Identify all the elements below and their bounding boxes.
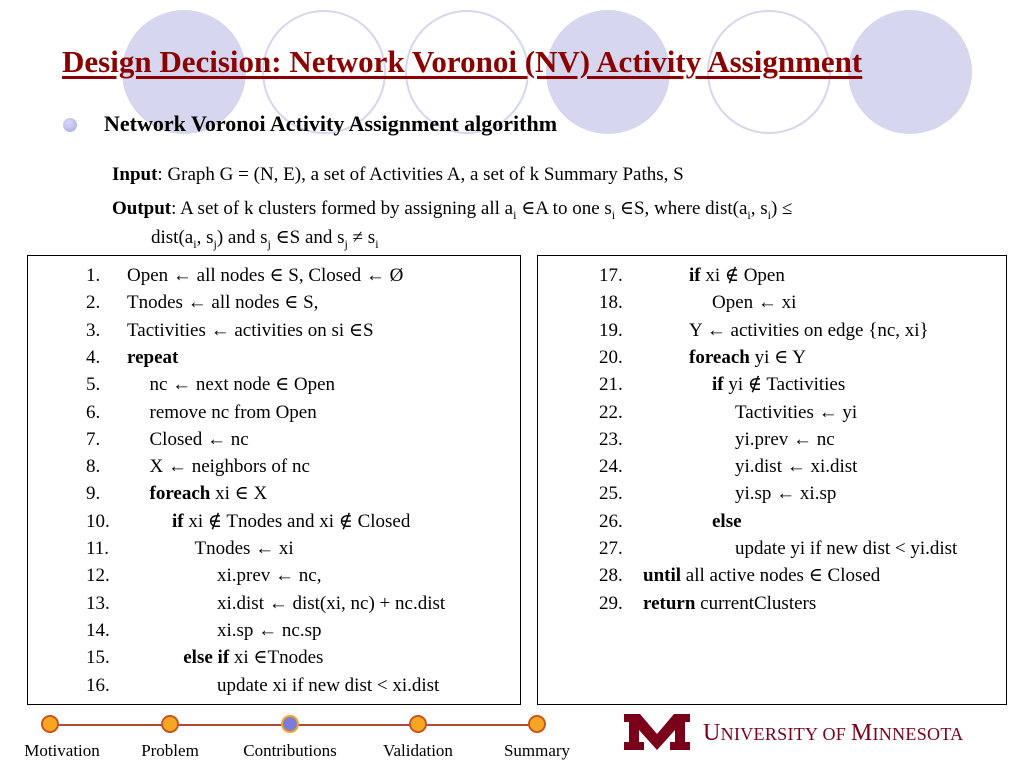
subscript: j bbox=[344, 236, 348, 251]
keyword: repeat bbox=[127, 346, 179, 368]
line-number: 23. bbox=[599, 428, 623, 450]
line-number: 18. bbox=[599, 292, 623, 314]
line-code bbox=[217, 620, 322, 642]
keyword: else if bbox=[183, 647, 230, 669]
code-text: nc ← next node ∈ Open bbox=[149, 374, 336, 396]
algorithm-box-right bbox=[537, 255, 1007, 705]
code-text: xi.prev ← nc, bbox=[217, 565, 322, 587]
subscript: i bbox=[611, 207, 616, 222]
algorithm-line bbox=[538, 292, 1006, 314]
algorithm-line bbox=[28, 320, 520, 342]
text-fragment: ∈S and s bbox=[270, 227, 345, 248]
line-code bbox=[735, 456, 857, 478]
algorithm-line bbox=[538, 538, 1006, 560]
line-number: 9. bbox=[86, 483, 101, 505]
subscript: i bbox=[767, 207, 771, 222]
line-number: 5. bbox=[86, 374, 101, 396]
text-fragment: ∈S, where dist(a bbox=[615, 198, 748, 219]
code-text: Closed ← nc bbox=[149, 428, 249, 450]
nav-item-problem[interactable]: Problem bbox=[141, 741, 199, 760]
line-number: 17. bbox=[599, 265, 623, 286]
line-code bbox=[127, 265, 403, 287]
university-name bbox=[703, 720, 963, 747]
university-m-logo-icon bbox=[622, 710, 692, 754]
subscript: j bbox=[267, 236, 271, 251]
subscript: i bbox=[747, 207, 751, 222]
code-text: xi ∉ Open bbox=[700, 265, 785, 286]
nav-item-contributions[interactable]: Contributions bbox=[243, 741, 337, 760]
nav-dot-validation[interactable] bbox=[409, 715, 427, 733]
text-fragment: ) ≤ bbox=[770, 198, 793, 219]
code-text: all active nodes ∈ Closed bbox=[681, 565, 881, 587]
line-number: 8. bbox=[86, 456, 101, 478]
line-code bbox=[689, 265, 785, 287]
nav-dot-motivation[interactable] bbox=[41, 715, 59, 733]
line-code bbox=[127, 320, 374, 342]
line-number: 29. bbox=[599, 592, 623, 614]
algorithm-box-left bbox=[27, 255, 521, 705]
keyword: if bbox=[712, 374, 724, 396]
text-fragment: ∈A to one s bbox=[516, 198, 612, 219]
bullet-icon bbox=[63, 118, 77, 132]
line-code bbox=[150, 483, 268, 505]
line-code bbox=[217, 593, 445, 615]
subscript: i bbox=[375, 236, 379, 251]
algorithm-line bbox=[538, 265, 1006, 287]
nav-dot-summary[interactable] bbox=[528, 715, 546, 733]
algorithm-line bbox=[28, 511, 520, 533]
line-code bbox=[712, 374, 845, 396]
algorithm-line bbox=[28, 620, 520, 642]
nav-dot-problem[interactable] bbox=[161, 715, 179, 733]
line-number: 21. bbox=[599, 374, 623, 396]
input-label: Input bbox=[112, 164, 158, 185]
university-name-part: U bbox=[703, 720, 721, 746]
code-text: X ← neighbors of nc bbox=[149, 456, 310, 478]
text-fragment: ) and s bbox=[216, 227, 268, 248]
line-code bbox=[150, 402, 317, 424]
decor-circle-3 bbox=[848, 10, 972, 134]
university-name-part: M bbox=[850, 720, 873, 746]
line-number: 4. bbox=[86, 346, 101, 368]
line-number: 3. bbox=[86, 319, 101, 341]
keyword: foreach bbox=[689, 346, 750, 368]
code-text: yi ∉ Tactivities bbox=[723, 374, 846, 396]
algorithm-line bbox=[28, 565, 520, 587]
subscript: i bbox=[513, 207, 517, 222]
keyword: if bbox=[689, 265, 701, 286]
nav-dot-contributions[interactable] bbox=[281, 715, 299, 733]
algorithm-line bbox=[28, 292, 520, 314]
keyword: until bbox=[643, 565, 682, 587]
code-text: yi.prev ← nc bbox=[735, 428, 835, 450]
line-code bbox=[712, 511, 742, 533]
line-code bbox=[735, 538, 957, 560]
algorithm-line bbox=[28, 675, 520, 697]
line-number: 15. bbox=[86, 647, 110, 669]
line-number: 13. bbox=[86, 592, 110, 614]
line-number: 27. bbox=[599, 538, 623, 559]
algorithm-line bbox=[28, 374, 520, 396]
algorithm-line bbox=[538, 429, 1006, 451]
code-text: xi ∉ Tnodes and xi ∉ Closed bbox=[183, 510, 411, 532]
text-fragment: : A set of k clusters formed by assigning all a bbox=[171, 198, 514, 219]
line-number: 6. bbox=[86, 401, 101, 423]
output-spec bbox=[112, 197, 793, 223]
code-text: Tactivities ← yi bbox=[735, 401, 858, 423]
line-code bbox=[735, 483, 836, 505]
code-text: update yi if new dist < yi.dist bbox=[735, 538, 958, 559]
slide-title: Design Decision: Network Voronoi (NV) Activity Assignment bbox=[62, 44, 863, 79]
subscript: i bbox=[193, 236, 197, 251]
code-text: xi ∈ X bbox=[210, 483, 268, 505]
code-text: Tactivities ← activities on si ∈S bbox=[127, 319, 374, 341]
code-text: currentClusters bbox=[695, 592, 817, 614]
code-text: update xi if new dist < xi.dist bbox=[217, 674, 440, 696]
keyword: foreach bbox=[149, 483, 211, 505]
line-number: 2. bbox=[86, 292, 101, 314]
line-number: 19. bbox=[599, 319, 623, 341]
line-number: 28. bbox=[599, 565, 623, 587]
algorithm-line bbox=[538, 374, 1006, 396]
algorithm-line bbox=[28, 265, 520, 287]
nav-item-validation[interactable]: Validation bbox=[383, 741, 453, 760]
line-number: 12. bbox=[86, 565, 110, 587]
text-fragment: , s bbox=[196, 227, 214, 248]
code-text: yi ∈ Y bbox=[749, 346, 806, 368]
line-number: 16. bbox=[86, 674, 110, 696]
algorithm-line bbox=[28, 402, 520, 424]
nav-item-summary[interactable]: Summary bbox=[503, 741, 571, 760]
input-spec bbox=[112, 164, 684, 186]
line-number: 26. bbox=[599, 510, 623, 532]
line-number: 25. bbox=[599, 483, 623, 505]
text-fragment: , s bbox=[750, 198, 768, 219]
keyword: return bbox=[643, 592, 696, 614]
keyword: else bbox=[712, 510, 742, 532]
algorithm-line bbox=[28, 429, 520, 451]
university-name-part: INNESOTA bbox=[872, 724, 964, 744]
line-code bbox=[643, 593, 816, 615]
code-text: Open ← all nodes ∈ S, Closed ← Ø bbox=[127, 265, 404, 286]
algorithm-line bbox=[538, 593, 1006, 615]
bullet-heading: Network Voronoi Activity Assignment algorithm bbox=[104, 111, 558, 136]
input-text: : Graph G = (N, E), a set of Activities A, a set of k Summary Paths, S bbox=[157, 164, 684, 185]
line-number: 20. bbox=[599, 346, 623, 368]
code-text: xi.dist ← dist(xi, nc) + nc.dist bbox=[217, 592, 446, 614]
line-number: 1. bbox=[86, 265, 101, 286]
keyword: if bbox=[172, 510, 184, 532]
code-text: yi.sp ← xi.sp bbox=[735, 483, 837, 505]
output-text-line2 bbox=[151, 226, 379, 252]
output-text-line1 bbox=[171, 198, 793, 222]
code-text: Y ← activities on edge {nc, xi} bbox=[689, 319, 929, 341]
algorithm-line bbox=[28, 647, 520, 669]
line-number: 11. bbox=[86, 538, 110, 559]
code-text: xi ∈Tnodes bbox=[229, 647, 324, 669]
line-code bbox=[643, 565, 880, 587]
line-number: 7. bbox=[86, 428, 101, 450]
line-number: 22. bbox=[599, 401, 623, 423]
line-code bbox=[217, 565, 321, 587]
text-fragment: dist(a bbox=[151, 227, 194, 248]
algorithm-line bbox=[28, 538, 520, 560]
code-text: remove nc from Open bbox=[149, 401, 317, 423]
subscript: j bbox=[213, 236, 217, 251]
output-label: Output bbox=[112, 198, 172, 219]
code-text: Open ← xi bbox=[712, 292, 797, 314]
code-text: Tnodes ← all nodes ∈ S, bbox=[127, 292, 319, 314]
line-code bbox=[127, 292, 318, 314]
algorithm-line bbox=[28, 593, 520, 615]
line-number: 24. bbox=[599, 456, 623, 478]
code-text: Tnodes ← xi bbox=[194, 538, 294, 559]
line-code bbox=[217, 675, 439, 697]
line-code bbox=[195, 538, 294, 560]
line-code bbox=[150, 374, 336, 396]
algorithm-line bbox=[538, 483, 1006, 505]
algorithm-line bbox=[538, 456, 1006, 478]
algorithm-line bbox=[28, 483, 520, 505]
algorithm-line bbox=[538, 565, 1006, 587]
algorithm-line bbox=[28, 347, 520, 369]
line-code bbox=[127, 347, 178, 369]
line-number: 14. bbox=[86, 619, 110, 641]
line-code bbox=[689, 347, 806, 369]
algorithm-line bbox=[538, 511, 1006, 533]
university-name-part: NIVERSITY OF bbox=[720, 724, 851, 744]
line-code bbox=[689, 320, 929, 342]
line-code bbox=[735, 429, 835, 451]
line-code bbox=[150, 456, 310, 478]
algorithm-line bbox=[538, 402, 1006, 424]
code-text: yi.dist ← xi.dist bbox=[735, 456, 858, 478]
nav-item-motivation[interactable]: Motivation bbox=[24, 741, 100, 760]
line-code bbox=[172, 511, 410, 533]
line-code bbox=[712, 292, 796, 314]
line-code bbox=[735, 402, 857, 424]
algorithm-line bbox=[28, 456, 520, 478]
algorithm-line bbox=[538, 320, 1006, 342]
code-text: xi.sp ← nc.sp bbox=[217, 619, 322, 641]
text-fragment: ≠ s bbox=[347, 227, 376, 248]
line-code bbox=[150, 429, 249, 451]
line-code bbox=[183, 647, 323, 669]
algorithm-line bbox=[538, 347, 1006, 369]
line-number: 10. bbox=[86, 510, 110, 532]
